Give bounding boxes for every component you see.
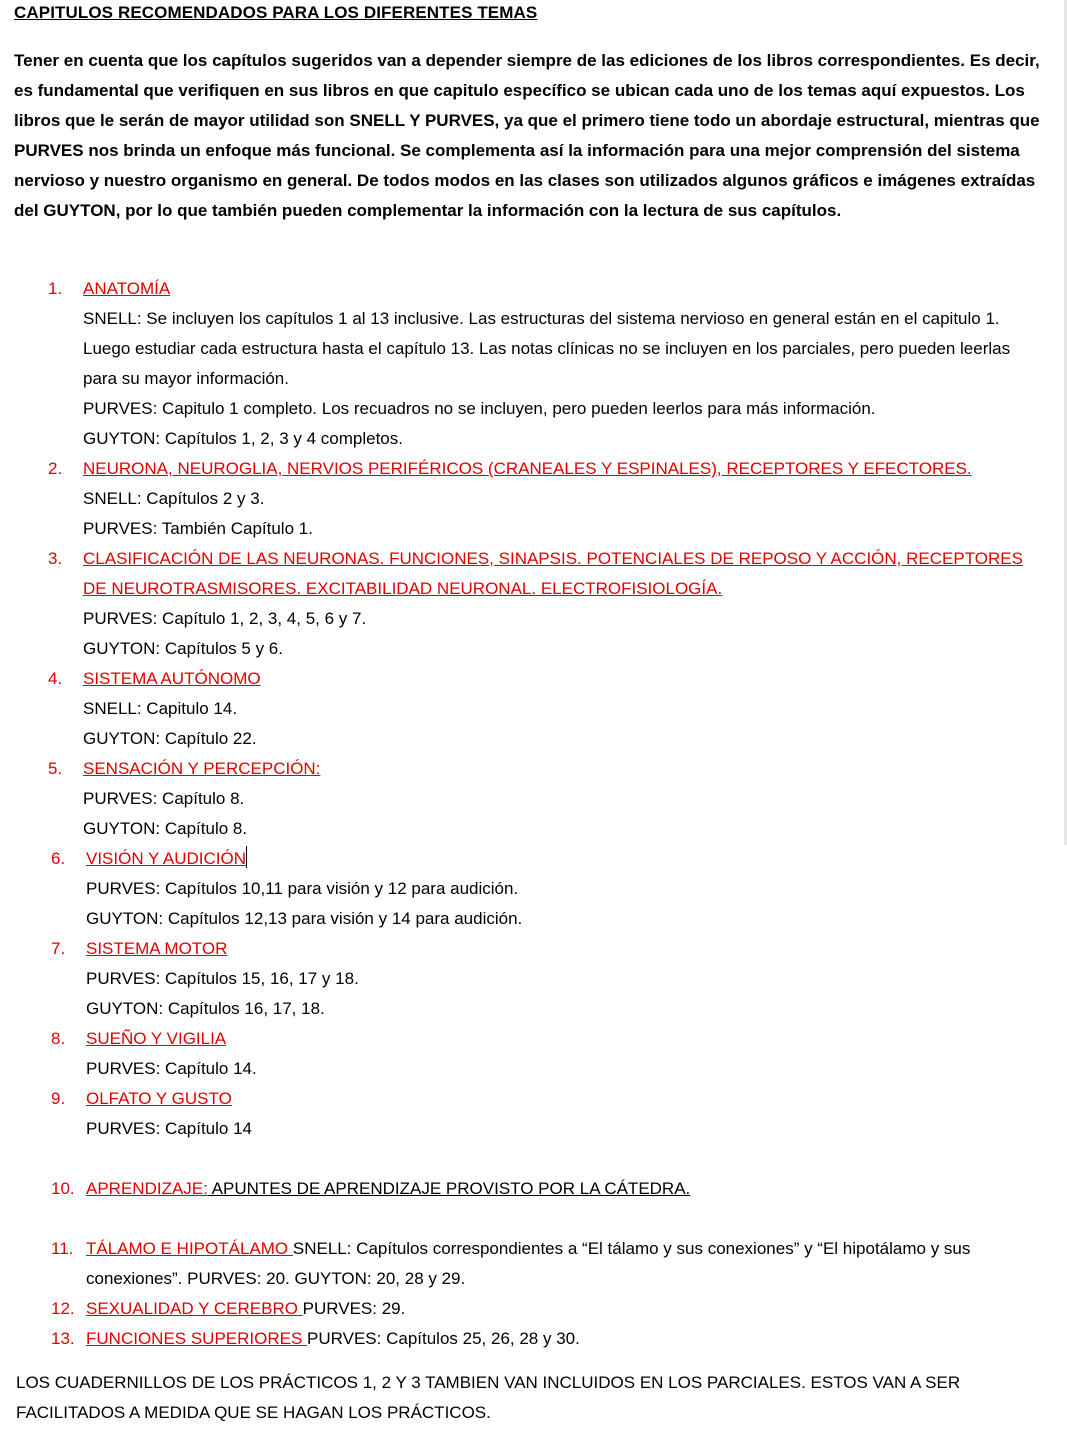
- topic-item: [0, 934, 1067, 1024]
- topic-line: PURVES: Capítulos 15, 16, 17 y 18.: [86, 969, 359, 988]
- topic-item: [0, 1294, 1067, 1324]
- topic-item: [0, 1024, 1067, 1084]
- topic-item: [0, 544, 1067, 664]
- topic-line: GUYTON: Capítulo 22.: [83, 729, 257, 748]
- topic-heading: FUNCIONES SUPERIORES: [86, 1329, 308, 1348]
- topic-inline-text: SNELL: Capítulos correspondientes a “El tálamo y sus conexiones” y “El hipotálamo y sus conexiones”. PURVES: 20. GUYTON: 20, 28 y 29.: [86, 1239, 971, 1288]
- topic-heading: SENSACIÓN Y PERCEPCIÓN:: [83, 759, 321, 778]
- topic-number: 12.: [51, 1299, 75, 1318]
- topic-number: 2.: [48, 459, 63, 478]
- topic-inline-text: PURVES: Capítulos 25, 26, 28 y 30.: [307, 1329, 580, 1348]
- topic-inline-text: APUNTES DE APRENDIZAJE PROVISTO POR LA CÁTEDRA.: [207, 1179, 691, 1198]
- topic-item: [0, 274, 1067, 454]
- topic-heading: CLASIFICACIÓN DE LAS NEURONAS. FUNCIONES, SINAPSIS. POTENCIALES DE REPOSO Y ACCIÓN, RECEPTORES DE NEUROTRASMISORES. EXCITABILIDAD NEURONAL. ELECTROFISIOLOGÍA.: [83, 549, 1023, 598]
- topic-heading: VISIÓN Y AUDICIÓN: [86, 849, 246, 868]
- topic-line: SNELL: Capítulos 2 y 3.: [83, 489, 265, 508]
- topic-line: SNELL: Se incluyen los capítulos 1 al 13 inclusive. Las estructuras del sistema nervioso en general están en el capitulo 1. Luego estudiar cada estructura hasta el capítulo 13. Las notas clínicas no se incluyen en los parciales, pero pueden leerlas para su mayor información.: [83, 309, 1011, 388]
- topic-heading: ANATOMÍA: [83, 279, 171, 298]
- topic-number: 5.: [48, 759, 63, 778]
- topic-heading: OLFATO Y GUSTO: [86, 1089, 232, 1108]
- text-cursor: [246, 846, 247, 868]
- topic-line: PURVES: Capítulo 8.: [83, 789, 245, 808]
- topic-item: [0, 1084, 1067, 1144]
- topic-item: [0, 1324, 1067, 1354]
- topic-line: GUYTON: Capítulo 8.: [83, 819, 248, 838]
- topic-line: PURVES: También Capítulo 1.: [83, 519, 313, 538]
- topic-item: [0, 844, 1067, 934]
- topic-line: PURVES: Capitulo 1 completo. Los recuadros no se incluyen, pero pueden leerlos para más información.: [83, 399, 876, 418]
- intro-paragraph: Tener en cuenta que los capítulos sugeridos van a depender siempre de las ediciones de los libros correspondientes. Es decir, es fundamental que verifiquen en sus libros en que capitulo específico se ubican cada uno de los temas aquí expuestos. Los libros que le serán de mayor utilidad son SNELL Y PURVES, ya que el primero tiene todo un abordaje estructural, mientras que PURVES nos brinda un enfoque más funcional. Se complementa así la información para una mejor comprensión del sistema nervioso y nuestro organismo en general. De todos modos en las clases son utilizados algunos gráficos e imágenes extraídas del GUYTON, por lo que también pueden complementar la información con la lectura de sus capítulos.: [14, 51, 1040, 220]
- topic-line: PURVES: Capítulo 14.: [86, 1059, 257, 1078]
- topic-item: [0, 454, 1067, 544]
- topic-number: 3.: [48, 549, 63, 568]
- topic-heading: NEURONA, NEUROGLIA, NERVIOS PERIFÉRICOS (CRANEALES Y ESPINALES), RECEPTORES Y EFECTORES.: [83, 459, 972, 478]
- topic-item: [0, 664, 1067, 754]
- topic-number: 4.: [48, 669, 63, 688]
- topic-line: GUYTON: Capítulos 12,13 para visión y 14 para audición.: [86, 909, 523, 928]
- topic-heading: SEXUALIDAD Y CEREBRO: [86, 1299, 303, 1318]
- topic-number: 9.: [51, 1089, 66, 1108]
- topic-heading: SISTEMA AUTÓNOMO: [83, 669, 261, 688]
- topic-line: PURVES: Capítulo 1, 2, 3, 4, 5, 6 y 7.: [83, 609, 367, 628]
- topic-line: GUYTON: Capítulos 5 y 6.: [83, 639, 283, 658]
- topic-heading: APRENDIZAJE:: [86, 1179, 208, 1198]
- topic-number: 13.: [51, 1329, 75, 1348]
- topic-inline-text: PURVES: 29.: [302, 1299, 406, 1318]
- topic-item: [0, 1234, 1067, 1294]
- topic-heading: SISTEMA MOTOR: [86, 939, 228, 958]
- topic-item: [0, 754, 1067, 844]
- topic-number: 7.: [51, 939, 66, 958]
- topic-line: PURVES: Capítulos 10,11 para visión y 12 para audición.: [86, 879, 519, 898]
- topic-number: 1.: [48, 279, 63, 298]
- topic-heading: TÁLAMO E HIPOTÁLAMO: [86, 1239, 293, 1258]
- topic-line: GUYTON: Capítulos 1, 2, 3 y 4 completos.: [83, 429, 403, 448]
- topic-number: 10.: [51, 1179, 75, 1198]
- footer-note: LOS CUADERNILLOS DE LOS PRÁCTICOS 1, 2 Y 3 TAMBIEN VAN INCLUIDOS EN LOS PARCIALES. ESTOS VAN A SER FACILITADOS A MEDIDA QUE SE HAGAN LOS PRÁCTICOS.: [16, 1373, 961, 1422]
- topic-number: 11.: [51, 1239, 74, 1258]
- topic-heading: SUEÑO Y VIGILIA: [86, 1029, 227, 1048]
- topic-number: 8.: [51, 1029, 66, 1048]
- topic-item: [0, 1174, 1067, 1204]
- topic-line: SNELL: Capitulo 14.: [83, 699, 238, 718]
- topic-line: GUYTON: Capítulos 16, 17, 18.: [86, 999, 325, 1018]
- topic-list: [0, 274, 1067, 1354]
- topic-line: PURVES: Capítulo 14: [86, 1119, 252, 1138]
- page-title: CAPITULOS RECOMENDADOS PARA LOS DIFERENTES TEMAS: [14, 3, 538, 22]
- topic-number: 6.: [51, 849, 66, 868]
